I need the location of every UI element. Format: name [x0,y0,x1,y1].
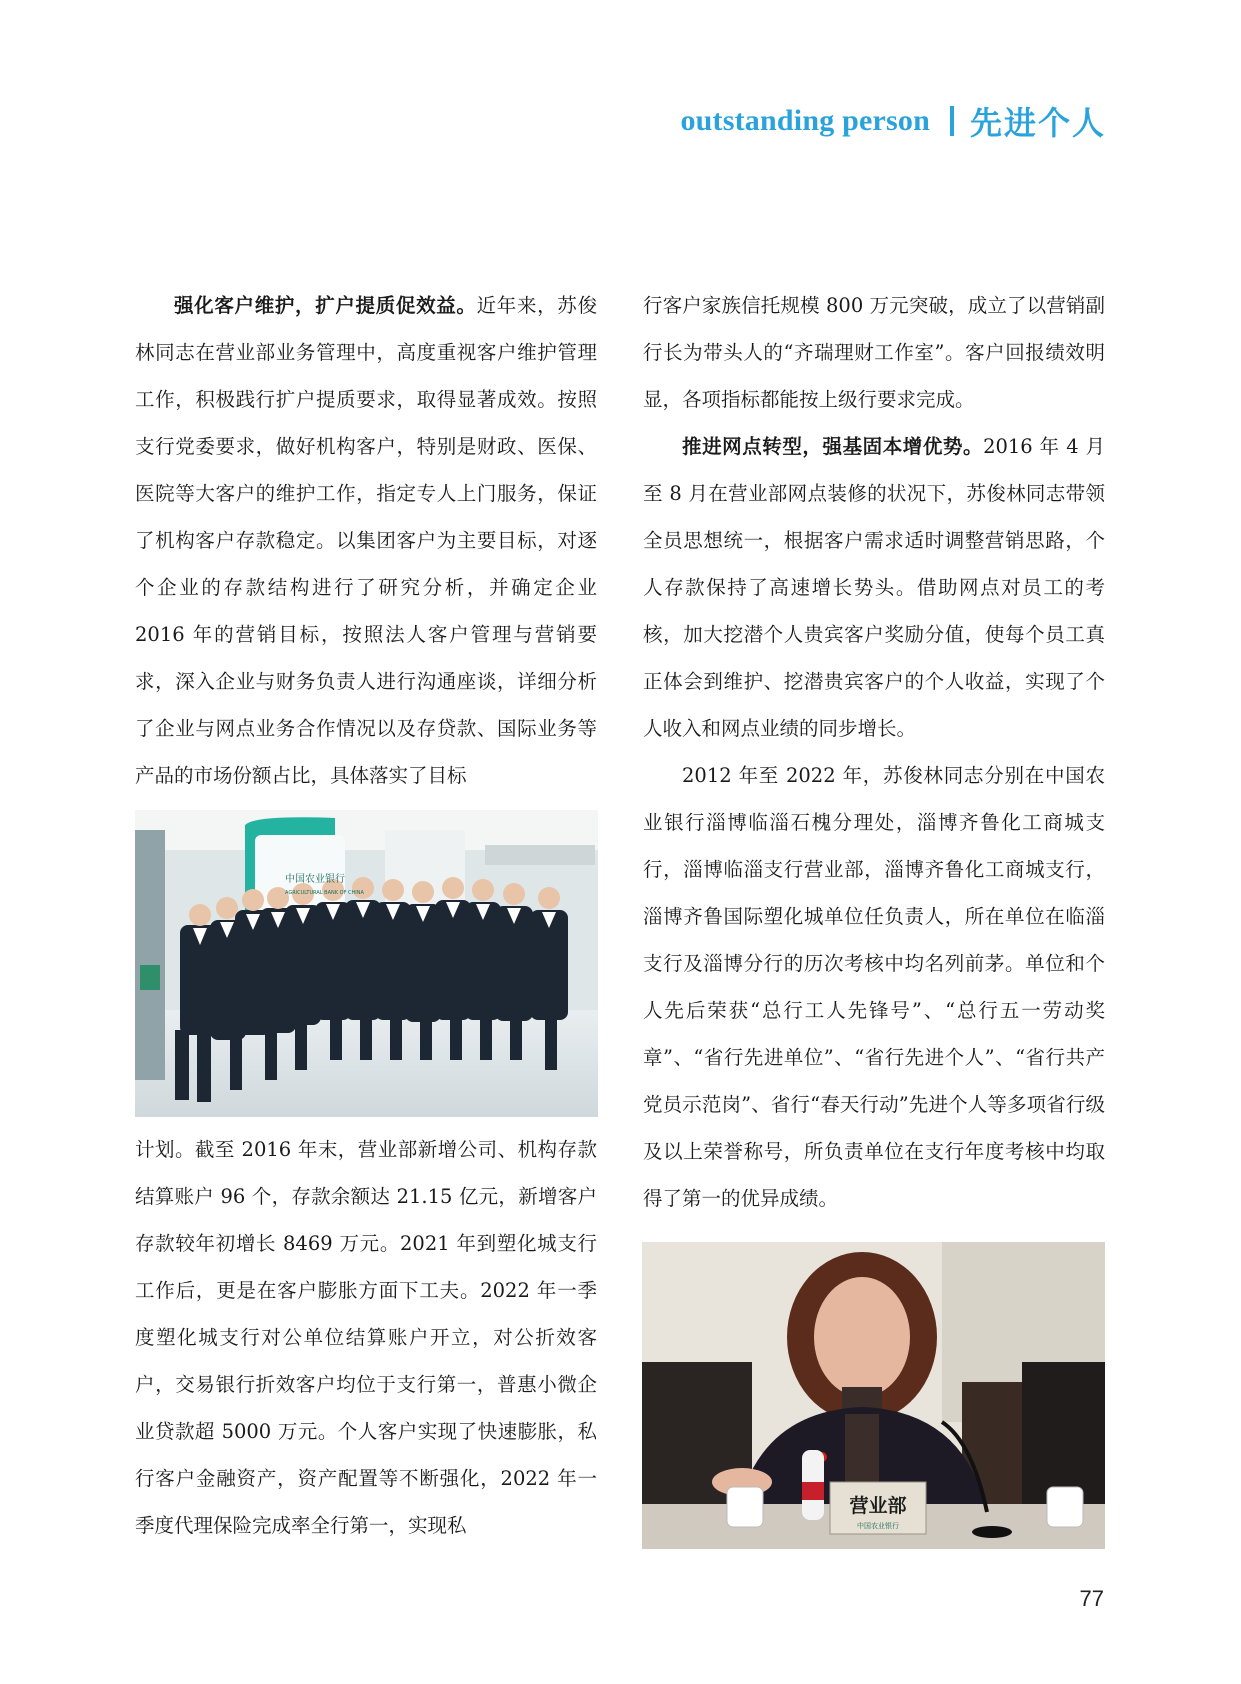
right-column-text [643,282,1105,1230]
header-title-en: outstanding person [680,104,930,137]
left-paragraph-1-body: 近年来，苏俊林同志在营业部业务管理中，高度重视客户维护管理工作，积极践行扩户提质要求，取得显著成效。按照支行党委要求，做好机构客户，特别是财政、医保、医院等大客户的维护工作，指定专人上门服务，保证了机构客户存款稳定。以集团客户为主要目标，对逐个企业的存款结构进行了研究分析，并确定企业 2016 年的营销目标，按照法人客户管理与营销要求，深入企业与财务负责人进行沟通座谈，详细分析了企业与网点业务合作情况以及存贷款、国际业务等产品的市场份额占比，具体落实了目标 [135,294,597,787]
nameplate-subtext: 中国农业银行 [857,1522,899,1530]
left-paragraph-1-lead: 强化客户维护，扩户提质促效益。 [174,294,477,317]
right-paragraph-2-body: 2016 年 4 月至 8 月在营业部网点装修的状况下，苏俊林同志带领全员思想统一，根据客户需求适时调整营销思路，个人存款保持了高速增长势头。借助网点对员工的考核，加大挖潜个人贵宾客户奖励分值，使每个员工真正体会到维护、挖潜贵宾客户的个人收益，实现了个人收入和网点业绩的同步增长。 [643,435,1105,740]
portrait-photo-image [642,1242,1105,1549]
bank-sign-text: 中国农业银行 [285,874,345,885]
right-paragraph-3: 2012 年至 2022 年，苏俊林同志分别在中国农业银行淄博临淄石槐分理处，淄博齐鲁化工商城支行，淄博临淄支行营业部，淄博齐鲁化工商城支行，淄博齐鲁国际塑化城单位任负责人，所在单位在临淄支行及淄博分行的历次考核中均名列前茅。单位和个人先后荣获“总行工人先锋号”、“总行五一劳动奖章”、“省行先进单位”、“省行先进个人”、“省行共产党员示范岗”、省行“春天行动”先进个人等多项省行级及以上荣誉称号，所负责单位在支行年度考核中均取得了第一的优异成绩。 [643,764,1105,1210]
left-column-text-bottom [135,1126,597,1556]
page-number: 77 [1079,1586,1104,1611]
page-header [680,98,1106,144]
bank-sign-text-en: AGRICULTURAL BANK OF CHINA [285,890,364,896]
right-paragraph-continued: 行客户家族信托规模 800 万元突破，成立了以营销副行长为带头人的“齐瑞理财工作室”。客户回报绩效明显，各项指标都能按上级行要求完成。 [643,294,1105,411]
left-paragraph-1 [135,282,597,799]
header-separator [950,106,954,136]
portrait-photo [642,1242,1105,1549]
group-photo-image [135,810,598,1117]
left-paragraph-1-continued: 计划。截至 2016 年末，营业部新增公司、机构存款结算账户 96 个，存款余额达 21.15 亿元，新增客户存款较年初增长 8469 万元。2021 年到塑化城支行工作后，更是在客户膨胀方面下工夫。2022 年一季度塑化城支行对公单位结算账户开立，对公折效客户，交易银行折效客户均位于支行第一，普惠小微企业贷款超 5000 万元。个人客户实现了快速膨胀，私行客户金融资产，资产配置等不断强化，2022 年一季度代理保险完成率全行第一，实现私 [135,1138,597,1537]
nameplate-text: 营业部 [849,1495,907,1517]
left-column-text-top [135,282,597,787]
right-paragraph-2-lead: 推进网点转型，强基固本增优势。 [682,435,984,458]
right-paragraph-2 [643,423,1105,752]
header-title-zh: 先进个人 [969,105,1106,141]
group-photo [135,810,598,1117]
